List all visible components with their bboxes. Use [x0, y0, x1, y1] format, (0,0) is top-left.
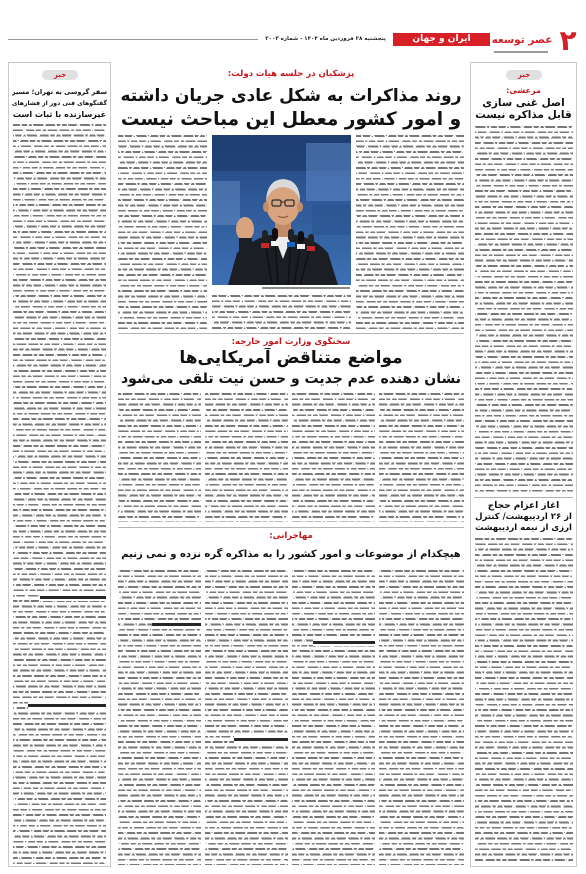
news-tag: خبر [506, 70, 542, 80]
header-rule [8, 39, 258, 40]
subheading [40, 594, 106, 601]
photo-caption [262, 287, 350, 289]
body-text [379, 393, 464, 522]
body-text [118, 570, 201, 865]
kicker: پزشکیان در جلسه هیات دولت: [227, 69, 355, 79]
headline-line: قابل مذاکره نیست [475, 109, 572, 121]
story-divider [118, 333, 464, 334]
headline-line: مواضع متناقض آمریکایی‌ها [179, 348, 403, 368]
body-text [292, 570, 375, 865]
photo-image [212, 135, 351, 285]
headline-line: غیرسازنده با ثبات است [12, 109, 107, 119]
headline-line: هیچکدام از موضوعات و امور کشور را به مذاکره گره نزده و نمی زنیم [121, 549, 461, 560]
body-text [13, 124, 106, 864]
headline-line: از ۲۶ اردیبهشت/ کنترل [475, 512, 572, 522]
subheading [313, 639, 375, 646]
lead-photo [212, 135, 351, 285]
body-text [205, 393, 288, 522]
kicker: مرعشی: [506, 86, 541, 95]
kicker: مهاجرانی: [269, 531, 313, 541]
headline-line: سفر گروسی به تهران؛ مسیر [12, 88, 107, 96]
subheading [28, 702, 106, 709]
body-text [379, 570, 464, 865]
headline-line: اصل غنی سازی [482, 97, 565, 109]
news-tag: خبر [42, 70, 78, 80]
story-divider [474, 497, 573, 498]
page-number: ۲ [559, 24, 577, 57]
headline-line: و امور کشور معطل این مباحث نیست [120, 109, 462, 130]
body-text [292, 393, 375, 522]
body-text [118, 135, 207, 329]
headline-line: نشان دهنده عدم جدیت و حسن نیت تلقی می‌شود [120, 371, 462, 387]
body-text [212, 295, 351, 329]
body-text [356, 135, 464, 329]
masthead-logo: عصر توسعه [491, 34, 553, 46]
headline-line: آغاز اعزام حجاج [487, 501, 560, 511]
subheading [152, 621, 201, 628]
headline-line: ارزی از نیمه اردیبهشت [475, 523, 572, 533]
headline-line: روند مذاکرات به شکل عادی جریان داشته [120, 86, 462, 106]
dateline: پنجشنبه ۲۸ فروردین ماه ۱۴۰۴ - شماره ۲۰۰۳ [265, 36, 386, 42]
subheading [234, 736, 288, 743]
section-label: ایران و جهان [393, 33, 490, 46]
body-text [475, 126, 573, 493]
story-divider [118, 527, 464, 528]
body-text [205, 570, 288, 865]
body-text [475, 538, 573, 864]
body-text [118, 393, 201, 522]
kicker: سخنگوی وزارت امور خارجه: [231, 337, 351, 347]
masthead-tagline [494, 51, 548, 53]
headline-line: گفتگوهای فنی دور از فشارهای [12, 100, 107, 107]
